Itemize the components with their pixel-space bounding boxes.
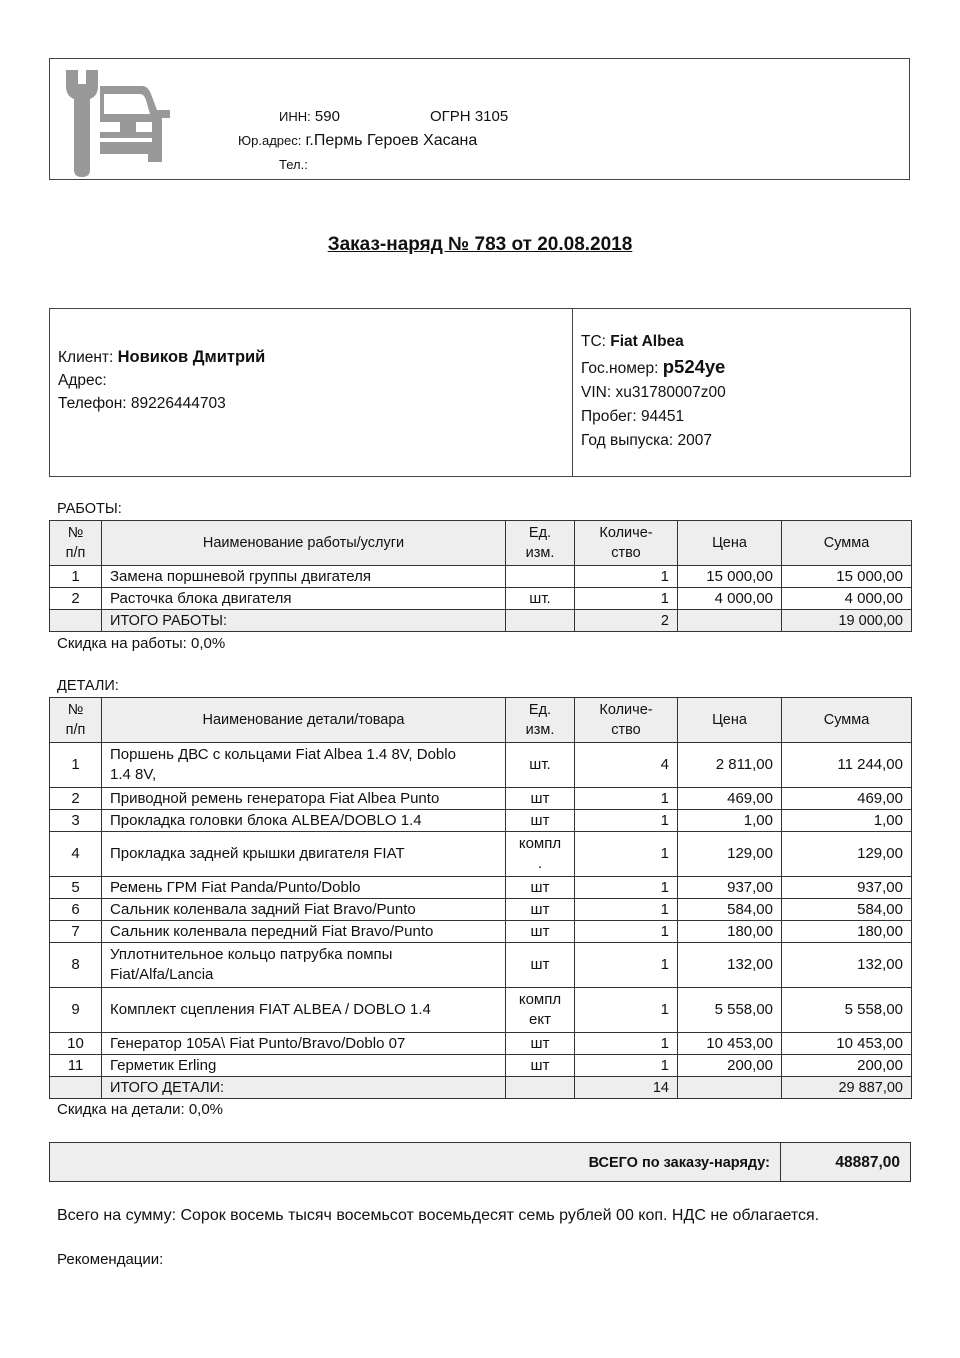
col-num-header: № п/п: [50, 521, 102, 566]
vehicle-plate-line: [581, 356, 725, 378]
inn-line: [279, 108, 340, 125]
row-unit-line: шт.: [529, 756, 551, 773]
row-num: 9: [50, 988, 102, 1033]
row-unit: [506, 899, 575, 921]
row-num: 5: [50, 877, 102, 899]
row-name-line: Уплотнительное кольцо патрубка помпы: [110, 946, 393, 963]
row-num: 7: [50, 921, 102, 943]
row-price: 2 811,00: [678, 743, 782, 788]
row-unit: [506, 566, 575, 588]
row-unit-line: шт: [530, 1034, 550, 1052]
row-price: 937,00: [678, 877, 782, 899]
table-row: [50, 588, 912, 610]
parts-table: [49, 697, 912, 1099]
table-row: [50, 988, 912, 1033]
table-row: [50, 566, 912, 588]
client-name-label: Клиент:: [58, 349, 114, 366]
wrench-car-icon: [62, 64, 174, 178]
row-unit-line: .: [537, 855, 543, 872]
row-name-line: Комплект сцепления FIAT ALBEA / DOBLO 1.4: [110, 1001, 431, 1018]
client-name-line: [58, 348, 265, 367]
parts-header-row: [50, 698, 912, 743]
works-header-row: [50, 521, 912, 566]
client-vehicle-box: [49, 308, 911, 477]
vehicle-mileage-line: [581, 408, 684, 426]
table-row: [50, 832, 912, 877]
client-name-value: Новиков Дмитрий: [117, 348, 266, 366]
row-sum: 584,00: [782, 899, 912, 921]
row-price: 129,00: [678, 832, 782, 877]
box-divider: [572, 309, 573, 476]
row-unit: [506, 743, 575, 788]
vehicle-vin-label: VIN:: [581, 384, 612, 401]
row-sum: 1,00: [782, 810, 912, 832]
col-num-header: № п/п: [50, 698, 102, 743]
row-qty: 1: [575, 921, 678, 943]
address-line: [238, 132, 477, 150]
row-unit-line: шт: [530, 789, 550, 807]
row-price: 10 453,00: [678, 1033, 782, 1055]
client-phone-label: Телефон:: [58, 395, 127, 412]
vehicle-year-line: [581, 432, 712, 450]
row-num: 10: [50, 1033, 102, 1055]
row-unit: [506, 810, 575, 832]
row-unit: [506, 1033, 575, 1055]
row-name: [102, 943, 506, 988]
col-qty-header: Количе- ство: [575, 698, 678, 743]
parts-total-sum: 29 887,00: [782, 1077, 912, 1099]
parts-section-label: ДЕТАЛИ:: [57, 678, 119, 694]
row-num: 8: [50, 943, 102, 988]
col-price-header: Цена: [678, 698, 782, 743]
inn-label: ИНН:: [279, 109, 311, 124]
row-name: [102, 899, 506, 921]
recommendations-label: Рекомендации:: [57, 1251, 164, 1268]
row-qty: 1: [575, 566, 678, 588]
client-address-line: [58, 372, 107, 390]
client-phone-value: 89226444703: [130, 395, 226, 412]
parts-body: [50, 743, 912, 1077]
inn-value: 590: [314, 108, 340, 125]
row-name-line: Сальник коленвала задний Fiat Bravo/Punto: [110, 900, 416, 918]
row-unit-line: шт: [530, 922, 550, 940]
col-unit-header: Ед. изм.: [506, 521, 575, 566]
row-price: 469,00: [678, 788, 782, 810]
row-num: 6: [50, 899, 102, 921]
row-sum: 180,00: [782, 921, 912, 943]
table-row: [50, 899, 912, 921]
row-name-line: Прокладка задней крышки двигателя FIAT: [110, 845, 405, 862]
row-unit: [506, 921, 575, 943]
row-qty: 4: [575, 743, 678, 788]
row-qty: 1: [575, 1055, 678, 1077]
legal-address-value: г.Пермь Героев Хасана: [305, 132, 478, 149]
sum-in-words: Всего на сумму: Сорок восемь тысяч восемьсот восемьдесят семь рублей 00 коп. НДС не облагается.: [57, 1207, 820, 1224]
row-name: Замена поршневой группы двигателя: [102, 566, 506, 588]
col-qty-header: Количе- ство: [575, 521, 678, 566]
ogrn-value: 3105: [474, 108, 509, 125]
table-row: [50, 1055, 912, 1077]
parts-total-qty: 14: [575, 1077, 678, 1099]
row-name: [102, 810, 506, 832]
works-total-row: [50, 610, 912, 632]
parts-discount: Скидка на детали: 0,0%: [57, 1101, 224, 1118]
row-name-line: Сальник коленвала передний Fiat Bravo/Punto: [110, 922, 434, 940]
row-name: [102, 743, 506, 788]
vehicle-mileage-label: Пробег:: [581, 408, 637, 425]
table-row: [50, 743, 912, 788]
total-empty-cell: [506, 610, 575, 632]
row-sum: 11 244,00: [782, 743, 912, 788]
row-unit-line: шт: [530, 900, 550, 918]
vehicle-vin-value: xu31780007z00: [615, 384, 726, 401]
row-name: [102, 1055, 506, 1077]
row-unit: [506, 988, 575, 1033]
client-address-label: Адрес:: [58, 372, 107, 389]
row-unit-line: ект: [529, 1011, 551, 1028]
company-phone-label: Тел.:: [279, 157, 308, 172]
parts-total-label: ИТОГО ДЕТАЛИ:: [102, 1077, 506, 1099]
vehicle-model-label: ТС:: [581, 333, 606, 350]
table-row: [50, 1033, 912, 1055]
row-qty: 1: [575, 943, 678, 988]
row-sum: 10 453,00: [782, 1033, 912, 1055]
row-price: 200,00: [678, 1055, 782, 1077]
row-qty: 1: [575, 1033, 678, 1055]
works-total-label: ИТОГО РАБОТЫ:: [102, 610, 506, 632]
table-row: [50, 943, 912, 988]
col-sum-header: Сумма: [782, 521, 912, 566]
row-num: 11: [50, 1055, 102, 1077]
vehicle-vin-line: [581, 384, 726, 402]
col-sum-header: Сумма: [782, 698, 912, 743]
total-empty-cell: [50, 1077, 102, 1099]
table-row: [50, 810, 912, 832]
row-num: 2: [50, 588, 102, 610]
grand-total-divider: [780, 1143, 781, 1181]
row-name: [102, 1033, 506, 1055]
total-empty-cell: [50, 610, 102, 632]
row-unit-line: компл: [518, 991, 562, 1008]
row-num: 3: [50, 810, 102, 832]
row-name: [102, 832, 506, 877]
row-name-line: Приводной ремень генератора Fiat Albea Punto: [110, 789, 440, 807]
vehicle-model-value: Fiat Albea: [610, 333, 684, 350]
row-name: [102, 877, 506, 899]
legal-address-label: Юр.адрес:: [238, 133, 302, 148]
vehicle-plate-label: Гос.номер:: [581, 360, 659, 377]
works-total-sum: 19 000,00: [782, 610, 912, 632]
parts-total-row: [50, 1077, 912, 1099]
row-unit: [506, 877, 575, 899]
row-num: 4: [50, 832, 102, 877]
row-name: [102, 988, 506, 1033]
row-qty: 1: [575, 588, 678, 610]
row-unit: шт.: [506, 588, 575, 610]
row-price: 1,00: [678, 810, 782, 832]
row-unit: [506, 788, 575, 810]
grand-total-box: [49, 1142, 911, 1182]
ogrn-line: [430, 108, 508, 125]
row-num: 2: [50, 788, 102, 810]
row-unit-line: шт: [530, 878, 550, 896]
row-sum: 132,00: [782, 943, 912, 988]
row-name: [102, 788, 506, 810]
row-sum: 129,00: [782, 832, 912, 877]
table-row: [50, 788, 912, 810]
grand-total-label: ВСЕГО по заказу-наряду:: [588, 1155, 770, 1171]
row-name-line: Ремень ГРМ Fiat Panda/Punto/Doblo: [110, 878, 361, 896]
row-qty: 1: [575, 877, 678, 899]
works-total-qty: 2: [575, 610, 678, 632]
row-price: 5 558,00: [678, 988, 782, 1033]
row-qty: 1: [575, 899, 678, 921]
col-name-header: Наименование детали/товара: [102, 698, 506, 743]
row-name-line: Герметик Erling: [110, 1056, 217, 1074]
row-qty: 1: [575, 988, 678, 1033]
vehicle-model-line: [581, 333, 684, 351]
client-phone-line: [58, 395, 226, 413]
col-unit-header: Ед. изм.: [506, 698, 575, 743]
row-unit: [506, 943, 575, 988]
col-price-header: Цена: [678, 521, 782, 566]
row-price: 15 000,00: [678, 566, 782, 588]
works-discount: Скидка на работы: 0,0%: [57, 635, 226, 652]
row-price: 180,00: [678, 921, 782, 943]
row-sum: 15 000,00: [782, 566, 912, 588]
works-table: [49, 520, 912, 632]
row-name-line: Fiat/Alfa/Lancia: [110, 966, 214, 983]
phone-line: [279, 156, 308, 173]
row-num: 1: [50, 566, 102, 588]
row-name: [102, 921, 506, 943]
row-qty: 1: [575, 832, 678, 877]
row-unit-line: шт: [530, 1056, 550, 1074]
vehicle-year-label: Год выпуска:: [581, 432, 674, 449]
row-unit: [506, 832, 575, 877]
row-price: 4 000,00: [678, 588, 782, 610]
total-empty-cell: [506, 1077, 575, 1099]
row-name-line: Поршень ДВС с кольцами Fiat Albea 1.4 8V, Doblo: [110, 746, 456, 763]
row-name-line: Генератор 105A\ Fiat Punto/Bravo/Doblo 07: [110, 1034, 406, 1052]
col-name-header: Наименование работы/услуги: [102, 521, 506, 566]
row-sum: 469,00: [782, 788, 912, 810]
vehicle-plate-value: р524уе: [662, 356, 726, 377]
row-name-line: Прокладка головки блока ALBEA/DOBLO 1.4: [110, 811, 422, 829]
row-price: 132,00: [678, 943, 782, 988]
table-row: [50, 877, 912, 899]
row-unit-line: шт: [530, 956, 550, 973]
total-empty-cell: [678, 1077, 782, 1099]
row-qty: 1: [575, 788, 678, 810]
row-name-line: 1.4 8V,: [110, 766, 157, 783]
vehicle-mileage-value: 94451: [640, 408, 685, 425]
row-unit-line: шт: [530, 811, 550, 829]
row-sum: 200,00: [782, 1055, 912, 1077]
row-sum: 4 000,00: [782, 588, 912, 610]
row-unit: [506, 1055, 575, 1077]
page-title: Заказ-наряд № 783 от 20.08.2018: [327, 234, 633, 255]
row-unit-line: компл: [518, 835, 562, 852]
row-sum: 937,00: [782, 877, 912, 899]
vehicle-year-value: 2007: [677, 432, 712, 449]
row-name: Расточка блока двигателя: [102, 588, 506, 610]
row-num: 1: [50, 743, 102, 788]
row-sum: 5 558,00: [782, 988, 912, 1033]
table-row: [50, 921, 912, 943]
ogrn-label: ОГРН: [430, 108, 471, 125]
row-qty: 1: [575, 810, 678, 832]
total-empty-cell: [678, 610, 782, 632]
row-price: 584,00: [678, 899, 782, 921]
works-section-label: РАБОТЫ:: [57, 501, 122, 517]
grand-total-value: 48887,00: [835, 1154, 900, 1171]
